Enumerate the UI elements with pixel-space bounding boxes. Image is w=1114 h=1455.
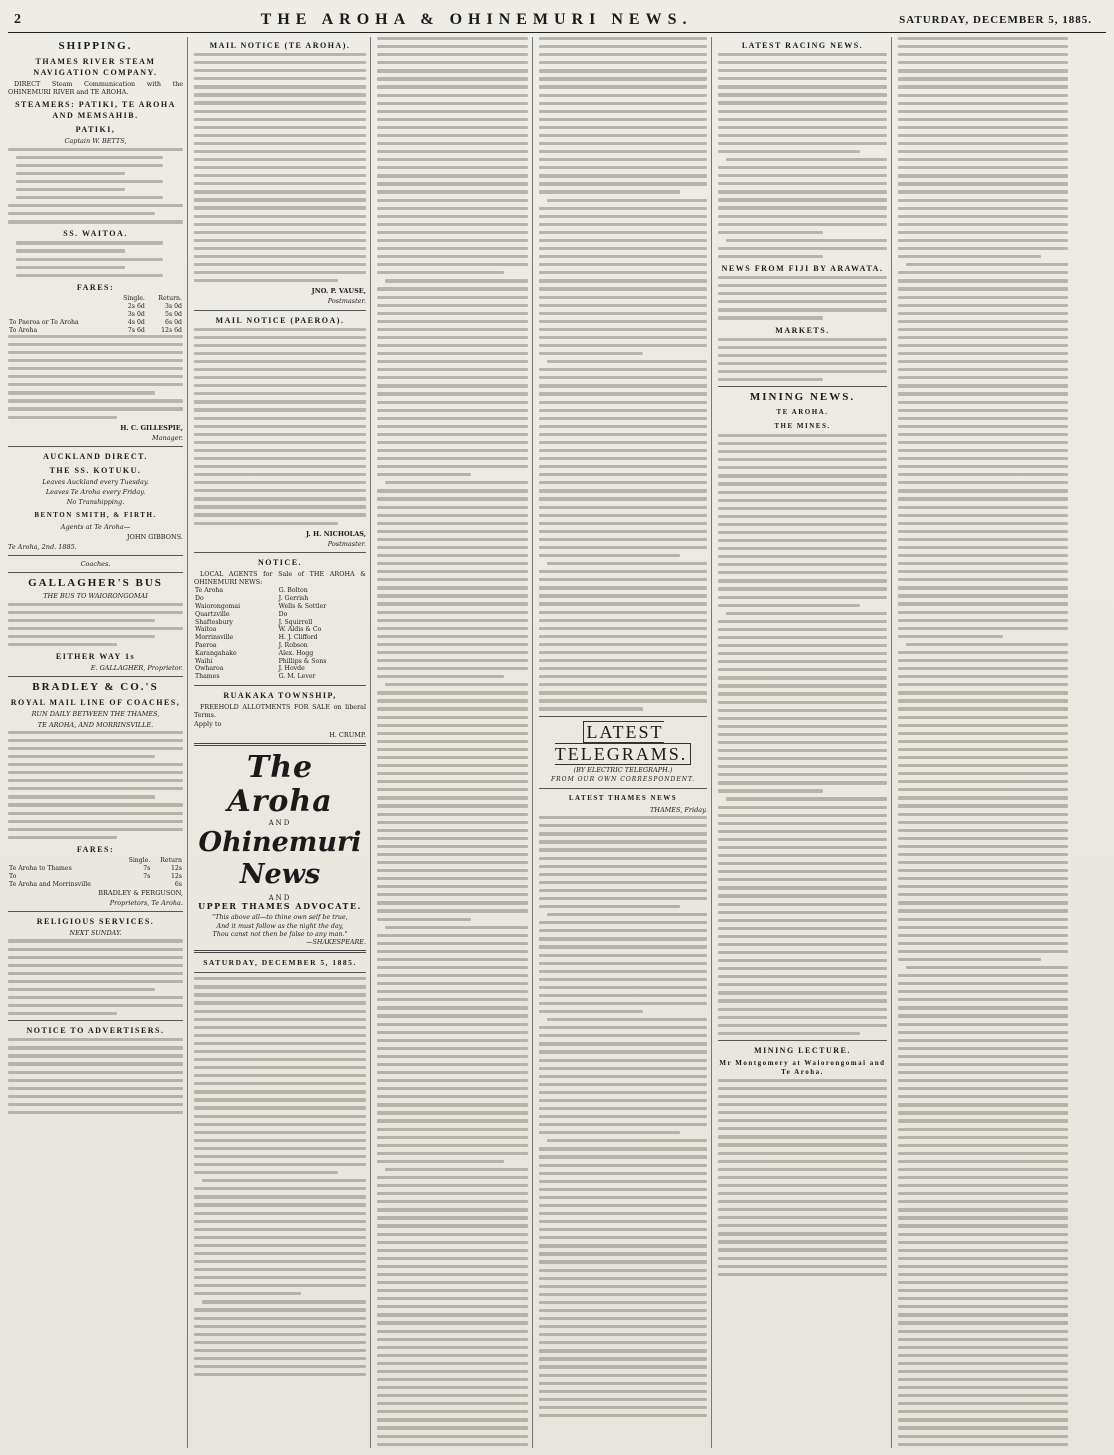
fare-cell: 3s 0d — [127, 310, 145, 318]
agent-town: Quartzville — [195, 610, 230, 618]
fares-head: Single. — [123, 294, 145, 302]
telegrams-by: (BY ELECTRIC TELEGRAPH.) — [573, 765, 673, 774]
shipping-schedule-text — [8, 148, 183, 224]
ruakaka-agent: H. CRUMP. — [329, 730, 366, 739]
column-1 — [8, 37, 188, 1448]
agent-town: Te Aroha — [195, 587, 224, 595]
agent-name: Alex. Hogg — [278, 649, 314, 657]
fare-cell: 6s — [174, 880, 182, 888]
bradley-fares-label: FARES: — [76, 844, 115, 854]
columns — [8, 37, 1106, 1448]
religious-text — [8, 939, 183, 1015]
newspaper-logo — [194, 751, 366, 911]
agent-town: Do — [195, 595, 204, 603]
agent-name: J. Hovde — [278, 665, 305, 673]
fare-cell — [8, 303, 112, 311]
direct-heading: AUCKLAND DIRECT. — [43, 452, 148, 462]
shipping-fares-table — [8, 295, 183, 335]
agent-town: Waihi — [195, 657, 213, 665]
agent-town: Waitoa — [195, 626, 217, 634]
bradley-heading: BRADLEY & CO.'S — [32, 681, 159, 694]
shipping-steamers: STEAMERS: PATIKI, TE AROHA AND MEMSAHIB. — [15, 100, 176, 121]
motto-source: —SHAKESPEARE. — [306, 938, 366, 947]
notice-intro: LOCAL AGENTS for Sale of THE AROHA & OHINEMURI NEWS: — [194, 570, 366, 587]
bradley-sub: ROYAL MAIL LINE OF COACHES, — [10, 698, 181, 708]
agents-table — [194, 587, 366, 681]
agent-town: Waiorongomai — [195, 603, 241, 611]
fare-cell: 7s — [143, 864, 151, 872]
bradley-schedule-text — [8, 731, 183, 839]
motto-line: "This above all—to thine own self be true, — [212, 913, 348, 922]
shipping-heading: SHIPPING. — [58, 40, 133, 52]
bradley-owner-title: Proprietors, Te Aroha. — [109, 899, 183, 908]
mining-heading: MINING NEWS. — [749, 390, 856, 403]
bus-schedule-text — [8, 603, 183, 647]
mining-text — [718, 434, 887, 1035]
agent-town: Shaftesbury — [195, 618, 233, 626]
logo-the: The — [246, 749, 314, 785]
shipping-intro: DIRECT Steam Communication with the OHINEMURI RIVER and TE AROHA. — [8, 80, 183, 97]
fare-cell: 4s 0d — [127, 318, 145, 326]
agent-town: Morrinsville — [195, 634, 234, 642]
bus-owner: E. GALLAGHER, Proprietor. — [90, 664, 183, 673]
agent-name: W. Aldis & Co — [278, 626, 322, 634]
racing-heading: LATEST RACING NEWS. — [741, 41, 864, 50]
direct-ship: THE SS. KOTUKU. — [49, 466, 142, 476]
fare-cell: 12s 6d — [161, 326, 182, 334]
agent-name: J. Robson — [278, 642, 308, 650]
fare-cell: 12s — [170, 872, 182, 880]
editorial-date: SATURDAY, DECEMBER 5, 1885. — [203, 958, 357, 968]
fare-cell: To Paeroa or Te Aroha — [9, 318, 79, 326]
fare-cell: 6s 0d — [165, 318, 182, 326]
agent-name: J. Gerrish — [278, 595, 309, 603]
masthead — [8, 8, 1106, 33]
logo-ohinemuri: Ohinemuri — [198, 827, 362, 859]
fare-cell: Te Aroha and Morrinsville — [9, 880, 91, 888]
agent-town: Thames — [195, 673, 220, 681]
shipping-manager-title: Manager. — [151, 433, 183, 442]
paeroa-postmaster-title: Postmaster. — [327, 539, 366, 548]
fare-cell: To — [9, 872, 17, 880]
waitoa-schedule-text — [8, 241, 183, 277]
shipping-captain: Captain W. BETTS, — [64, 137, 127, 146]
markets-heading: MARKETS. — [775, 325, 830, 335]
fare-cell: 7s 6d — [127, 326, 145, 334]
page-number: 2 — [14, 12, 21, 27]
coaches-label: Coaches. — [80, 560, 111, 569]
logo-and: AND — [268, 818, 292, 827]
fares-head — [8, 857, 120, 865]
bus-either-way-text: EITHER WAY — [55, 652, 122, 662]
logo-news: News — [239, 859, 321, 891]
agent-name: Phillips & Sons — [278, 657, 327, 665]
fare-cell — [8, 311, 112, 319]
shipping-waitoa: SS. WAITOA. — [63, 229, 128, 239]
shipping-company: THAMES RIVER STEAM NAVIGATION COMPANY. — [33, 57, 158, 77]
thames-news-date: THAMES, Friday. — [649, 805, 707, 814]
racing-text — [718, 53, 887, 258]
lecture-sub: Mr Montgomery at Waiorongomai and Te Aroha. — [719, 1058, 886, 1076]
column-4 — [539, 37, 712, 1448]
fare-cell — [120, 881, 152, 889]
column-4-text-bottom — [539, 816, 707, 1417]
lecture-heading: MINING LECTURE. — [754, 1045, 851, 1055]
thames-news-heading: LATEST THAMES NEWS — [568, 793, 678, 802]
fare-cell: 3s 0d — [165, 302, 182, 310]
markets-text — [718, 338, 887, 382]
direct-line: Leaves Auckland every Tuesday. — [42, 478, 149, 487]
shipping-manager: H. C. GILLESPIE, — [120, 423, 183, 432]
mining-mines: THE MINES. — [774, 421, 831, 430]
newspaper-title: THE AROHA & OHINEMURI NEWS. — [260, 11, 693, 28]
notice-heading: NOTICE. — [257, 558, 303, 568]
editorial-text — [194, 977, 366, 1376]
telegrams-from: FROM OUR OWN CORRESPONDENT. — [550, 775, 695, 783]
column-5 — [718, 37, 892, 1448]
paeroa-postmaster: J. H. NICHOLAS, — [305, 529, 366, 538]
logo-advocate: UPPER THAMES ADVOCATE. — [198, 901, 362, 912]
agent-town: Owharoa — [195, 665, 224, 673]
lecture-text — [718, 1079, 887, 1276]
agent-name: Do — [278, 610, 288, 618]
fares-head: Return. — [158, 294, 182, 302]
fiji-heading: NEWS FROM FIJI BY ARAWATA. — [721, 264, 884, 274]
mail-postmaster-title: Postmaster. — [327, 297, 366, 306]
agent-name: Wells & Sottler — [278, 603, 327, 611]
telegrams-title-text: LATEST TELEGRAMS. — [555, 721, 692, 765]
agent-name: J. Squirrell — [278, 618, 313, 626]
logo-aroha: Aroha — [227, 783, 333, 819]
logo-line-2 — [194, 827, 366, 891]
paeroa-text — [194, 328, 366, 525]
issue-date: SATURDAY, DECEMBER 5, 1885. — [899, 14, 1092, 26]
fiji-text — [718, 276, 887, 320]
advertisers-text — [8, 1038, 183, 1114]
motto-line: And it must follow as the night the day, — [216, 921, 344, 930]
fare-cell: Te Aroha to Thames — [9, 864, 72, 872]
mail-heading: MAIL NOTICE (TE AROHA). — [209, 41, 351, 50]
bus-heading: GALLAGHER'S BUS — [28, 577, 163, 590]
agent-name: H. J. Clifford — [278, 634, 318, 642]
bradley-fares-table — [8, 857, 183, 889]
column-4-text-top — [539, 37, 707, 711]
fares-head: Single. — [128, 856, 151, 864]
telegrams-title — [539, 721, 707, 765]
agent-name: G. M. Lever — [278, 673, 316, 681]
fare-cell: To Aroha — [9, 326, 38, 334]
motto-line: Thou canst not then be false to any man." — [212, 929, 348, 938]
ruakaka-intro: FREEHOLD ALLOTMENTS FOR SALE on liberal Terms. — [194, 703, 366, 720]
column-6-text — [898, 37, 1068, 1446]
advertisers-heading: NOTICE TO ADVERTISERS. — [26, 1026, 165, 1036]
fare-cell: 12s — [170, 864, 182, 872]
religious-sub: NEXT SUNDAY. — [69, 929, 122, 938]
bradley-sub3: TE AROHA, AND MORRINSVILLE. — [37, 720, 154, 729]
direct-agent: JOHN GIBBONS. — [126, 532, 183, 541]
direct-dateline: Te Aroha, 2nd. 1885. — [8, 543, 77, 552]
mining-sub: TE AROHA. — [776, 407, 829, 416]
mail-postmaster: JNO. P. VAUSE, — [311, 287, 366, 296]
shipping-patiki: PATIKI, — [75, 125, 116, 135]
fare-cell: 7s — [143, 872, 151, 880]
direct-line: Leaves Te Aroha every Friday. — [45, 488, 146, 497]
direct-agents: BENTON SMITH, & FIRTH. — [34, 510, 157, 519]
fare-cell: 2s 6d — [127, 302, 145, 310]
shipping-fares-label: FARES: — [76, 282, 115, 292]
logo-and-2: AND — [268, 894, 292, 903]
ruakaka-apply: Apply to — [194, 720, 222, 729]
column-3 — [377, 37, 533, 1448]
ruakaka-heading: RUAKAKA TOWNSHIP, — [223, 691, 337, 700]
fare-cell: 5s 0d — [165, 310, 182, 318]
agent-town: Karangahake — [195, 649, 237, 657]
fares-head: Return — [160, 856, 182, 864]
agent-name: G. Bolton — [278, 587, 308, 595]
logo-line-1 — [194, 751, 366, 819]
column-2 — [194, 37, 371, 1448]
paeroa-heading: MAIL NOTICE (PAEROA). — [215, 315, 345, 325]
bus-either-way — [8, 651, 183, 662]
bradley-sub2: RUN DAILY BETWEEN THE THAMES, — [31, 710, 160, 719]
mail-text — [194, 53, 366, 282]
direct-line: No Transhipping. — [66, 498, 125, 507]
bus-intro: THE BUS TO WAIORONGOMAI — [43, 592, 148, 601]
religious-heading: RELIGIOUS SERVICES. — [36, 917, 155, 927]
shipping-conditions-text — [8, 335, 183, 419]
bus-fare: 1s — [125, 652, 136, 662]
column-3-text — [377, 37, 528, 1448]
agent-town: Paeroa — [195, 642, 217, 650]
direct-agents-loc: Agents at Te Aroha— — [60, 522, 131, 531]
bradley-owner: BRADLEY & FERGUSON, — [98, 888, 183, 897]
fares-head — [8, 295, 112, 303]
column-6 — [898, 37, 1072, 1448]
